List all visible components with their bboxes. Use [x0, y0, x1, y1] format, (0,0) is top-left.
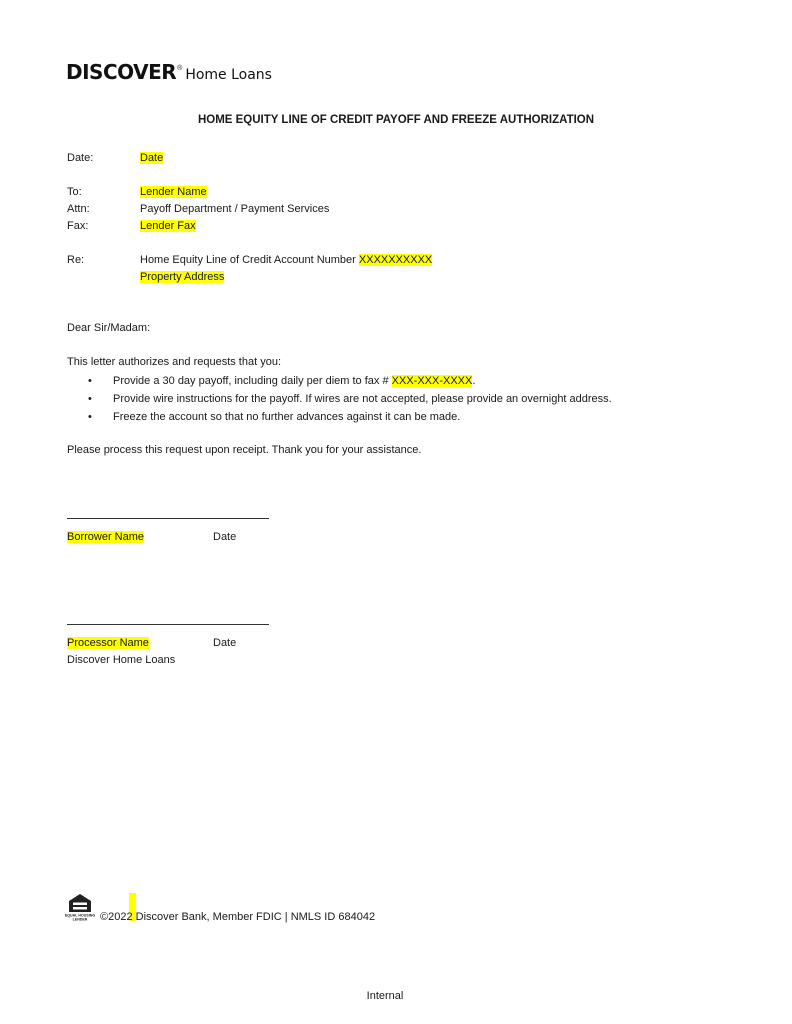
fax-value — [140, 219, 196, 233]
list-item: • Freeze the account so that no further advances against it can be made. — [88, 408, 612, 426]
discover-home-loans-logo — [66, 60, 272, 84]
fax-label: Fax: — [67, 220, 89, 232]
intro-text: This letter authorizes and requests that you: — [67, 356, 282, 368]
date-placeholder: Date — [140, 152, 164, 164]
bullet1-end: . — [472, 375, 476, 387]
date-value — [140, 151, 163, 165]
ehl-text-top: EQUAL HOUSING — [64, 913, 96, 918]
bullet1-text: Provide a 30 day payoff, including daily per diem to fax # — [113, 375, 392, 387]
company-name: Discover Home Loans — [67, 654, 176, 666]
processor-name-placeholder: Processor Name — [67, 637, 149, 649]
logo-brand: DISCOVER — [66, 60, 177, 84]
document-title: HOME EQUITY LINE OF CREDIT PAYOFF AND FREEZE AUTHORIZATION — [197, 114, 595, 126]
logo-registered-mark: ® — [177, 65, 183, 72]
to-label: To: — [67, 186, 82, 198]
re-address — [140, 270, 224, 284]
re-line — [140, 253, 432, 267]
processor-name — [67, 636, 149, 650]
lender-fax-placeholder: Lender Fax — [140, 220, 196, 232]
borrower-signature-line — [67, 518, 269, 519]
equal-housing-lender-icon — [64, 893, 96, 922]
borrower-name — [67, 530, 144, 544]
processor-signature-line — [67, 624, 269, 625]
logo-subtitle: Home Loans — [185, 67, 272, 83]
ehl-text-bottom: LENDER — [72, 917, 88, 922]
footer-copyright: ©2022 Discover Bank, Member FDIC | NMLS ID 684042 — [100, 911, 376, 923]
attn-label: Attn: — [67, 203, 90, 215]
to-value — [140, 185, 207, 199]
processor-date-label: Date — [213, 637, 237, 649]
re-text: Home Equity Line of Credit Account Number — [140, 254, 359, 266]
fax-number-placeholder: XXX-XXX-XXXX — [391, 375, 473, 387]
request-list — [88, 372, 612, 426]
property-address-placeholder: Property Address — [140, 271, 225, 283]
attn-value: Payoff Department / Payment Services — [140, 203, 330, 215]
classification-label: Internal — [366, 990, 404, 1002]
salutation: Dear Sir/Madam: — [67, 322, 151, 334]
borrower-date-label: Date — [213, 531, 237, 543]
list-item — [88, 372, 612, 390]
date-label: Date: — [67, 152, 94, 164]
borrower-name-placeholder: Borrower Name — [67, 531, 145, 543]
re-label: Re: — [67, 254, 85, 266]
list-item: • Provide wire instructions for the payoff. If wires are not accepted, please provide an overnight address. — [88, 390, 612, 408]
closing-text: Please process this request upon receipt. Thank you for your assistance. — [67, 444, 422, 456]
lender-name-placeholder: Lender Name — [140, 186, 207, 198]
account-number-placeholder: XXXXXXXXXX — [358, 254, 433, 266]
